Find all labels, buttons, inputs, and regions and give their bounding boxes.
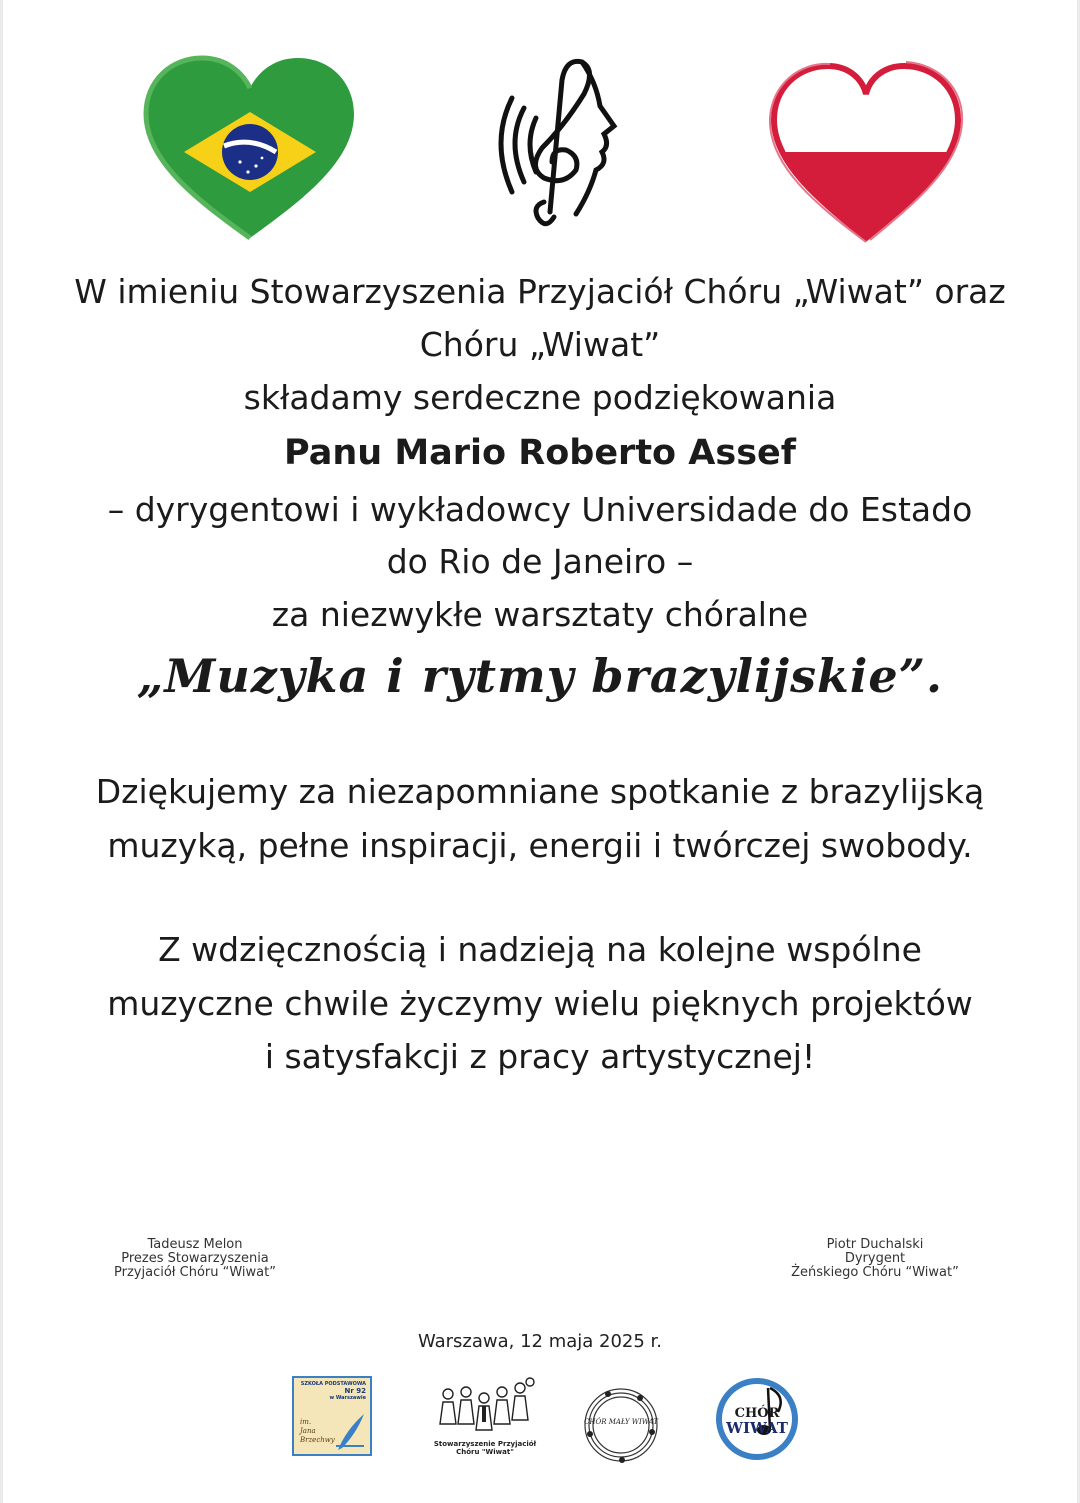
choir-wiwat-text-1: CHÓR bbox=[734, 1406, 780, 1421]
signature-left-name: Tadeusz Melon bbox=[147, 1237, 243, 1252]
treble-clef-face-icon bbox=[484, 52, 624, 232]
signature-left-role-1: Prezes Stowarzyszenia bbox=[121, 1251, 269, 1266]
choir-wiwat-logo bbox=[716, 1378, 798, 1460]
association-logo-text-1: Stowarzyszenie Przyjaciół bbox=[433, 1440, 537, 1448]
poland-heart-icon bbox=[766, 60, 966, 246]
letter-line-2: Chóru „Wiwat” bbox=[419, 325, 661, 364]
date-place: Warszawa, 12 maja 2025 r. bbox=[417, 1331, 663, 1352]
choir-singers-icon bbox=[430, 1374, 540, 1436]
paragraph-1-line-2: muzyką, pełne inspiracji, energii i twórczej swobody. bbox=[107, 826, 973, 865]
school-logo-text-2: Nr 92 bbox=[344, 1387, 366, 1395]
school-logo-text-5: Jana bbox=[300, 1427, 316, 1435]
brazil-heart-icon bbox=[140, 52, 360, 244]
recipient-name: Panu Mario Roberto Assef bbox=[283, 433, 796, 473]
signature-right-role-2: Żeńskiego Chóru “Wiwat” bbox=[791, 1265, 959, 1280]
association-logo-text-2: Chóru "Wiwat" bbox=[456, 1448, 514, 1456]
choir-maly-wiwat-text: CHÓR MAŁY WIWAT bbox=[584, 1418, 658, 1426]
signature-right-name: Piotr Duchalski bbox=[826, 1237, 924, 1252]
paragraph-2-line-3: i satysfakcji z pracy artystycznej! bbox=[264, 1037, 816, 1076]
school-logo-text-4: im. bbox=[300, 1418, 312, 1426]
letter-line-6: do Rio de Janeiro – bbox=[386, 542, 694, 581]
paragraph-2-line-1: Z wdzięcznością i nadzieją na kolejne wspólne bbox=[158, 930, 922, 969]
paragraph-2-line-2: muzyczne chwile życzymy wielu pięknych projektów bbox=[107, 984, 973, 1023]
paragraph-1-line-1: Dziękujemy za niezapomniane spotkanie z brazylijską bbox=[95, 772, 985, 811]
letter-line-7: za niezwykłe warsztaty chóralne bbox=[271, 595, 809, 634]
signature-right-role-1: Dyrygent bbox=[844, 1251, 906, 1266]
letter-line-5: – dyrygentowi i wykładowcy Universidade do Estado bbox=[107, 490, 973, 529]
choir-maly-wiwat-logo bbox=[578, 1382, 664, 1468]
school-logo-text-1: SZKOŁA PODSTAWOWA bbox=[300, 1381, 366, 1387]
signature-right bbox=[775, 1238, 975, 1280]
association-logo bbox=[430, 1374, 540, 1460]
choir-wiwat-text-2: WIWAT bbox=[726, 1419, 788, 1437]
letter-line-3: składamy serdeczne podziękowania bbox=[243, 378, 837, 417]
school-logo-text-6: Brzechwy bbox=[300, 1436, 335, 1444]
quill-icon bbox=[334, 1410, 368, 1452]
school-logo bbox=[292, 1376, 372, 1456]
signature-left-role-2: Przyjaciół Chóru “Wiwat” bbox=[114, 1265, 276, 1280]
signature-left bbox=[95, 1238, 295, 1280]
school-logo-text-3: w Warszawie bbox=[329, 1395, 366, 1401]
workshop-title: „Muzyka i rytmy brazylijskie”. bbox=[136, 649, 944, 703]
letter-line-1: W imieniu Stowarzyszenia Przyjaciół Chóru „Wiwat” oraz bbox=[74, 272, 1006, 311]
